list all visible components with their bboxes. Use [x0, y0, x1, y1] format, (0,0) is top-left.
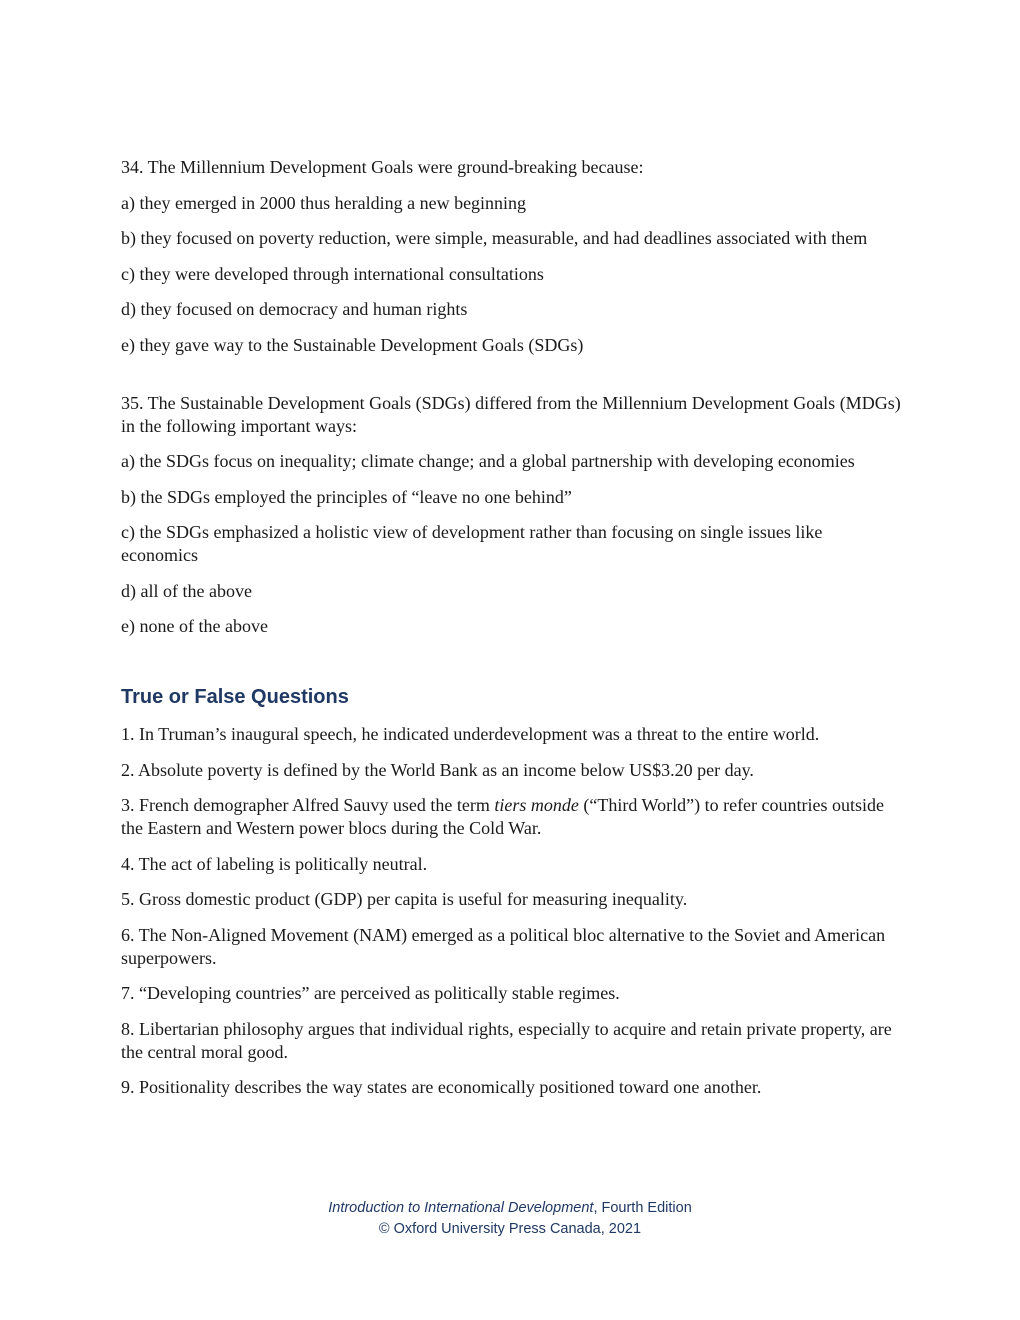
- question-34-option-d: d) they focused on democracy and human rights: [121, 299, 468, 319]
- tf-question-8: 8. Libertarian philosophy argues that individual rights, especially to acquire and retain private property, are the central moral good.: [121, 1018, 892, 1062]
- tf-question-2: 2. Absolute poverty is defined by the World Bank as an income below US$3.20 per day.: [121, 759, 754, 780]
- page-footer: [0, 1198, 1020, 1240]
- tf-question-3-italic-term: tiers monde: [494, 795, 579, 815]
- document-body: [121, 156, 901, 1112]
- question-34-option-a: a) they emerged in 2000 thus heralding a new beginning: [121, 192, 527, 213]
- tf-question-3-before: 3. French demographer Alfred Sauvy used the term: [121, 795, 495, 815]
- tf-question-6: 6. The Non-Aligned Movement (NAM) emerged as a political bloc alternative to the Soviet and American superpowers.: [121, 924, 886, 968]
- footer-edition: , Fourth Edition: [593, 1200, 692, 1216]
- question-34-option-e: e) they gave way to the Sustainable Development Goals (SDGs): [121, 334, 584, 355]
- question-35-option-d: d) all of the above: [121, 580, 252, 601]
- tf-question-9: 9. Positionality describes the way states are economically positioned toward one another.: [121, 1077, 762, 1097]
- footer-copyright: © Oxford University Press Canada, 2021: [378, 1221, 642, 1237]
- question-34-option-c: c) they were developed through international consultations: [121, 263, 544, 284]
- question-35-option-c: c) the SDGs emphasized a holistic view of development rather than focusing on single issues like economics: [121, 522, 823, 565]
- question-35-option-b: b) the SDGs employed the principles of “leave no one behind”: [121, 486, 572, 507]
- tf-question-3: [121, 794, 901, 840]
- tf-question-3-after: (“Third World”) to refer countries outside the Eastern and Western power blocs during the Cold War.: [121, 795, 885, 838]
- footer-book-line: [0, 1198, 1020, 1219]
- question-35-option-e: e) none of the above: [121, 616, 268, 636]
- section-heading-true-false: True or False Questions: [121, 686, 349, 708]
- tf-question-4: 4. The act of labeling is politically neutral.: [121, 853, 428, 874]
- tf-question-5: 5. Gross domestic product (GDP) per capita is useful for measuring inequality.: [121, 889, 688, 909]
- tf-question-7: 7. “Developing countries” are perceived as politically stable regimes.: [121, 983, 620, 1003]
- tf-question-1: 1. In Truman’s inaugural speech, he indicated underdevelopment was a threat to the entire world.: [121, 724, 820, 744]
- footer-book-title: Introduction to International Development: [328, 1200, 594, 1216]
- question-34-option-b: b) they focused on poverty reduction, were simple, measurable, and had deadlines associated with them: [121, 228, 868, 248]
- question-35-option-a: a) the SDGs focus on inequality; climate change; and a global partnership with developing economies: [121, 451, 855, 471]
- question-35-stem: 35. The Sustainable Development Goals (SDGs) differed from the Millennium Development Goals (MDGs) in the following important ways:: [121, 392, 901, 436]
- question-34-stem: 34. The Millennium Development Goals were ground-breaking because:: [121, 157, 644, 177]
